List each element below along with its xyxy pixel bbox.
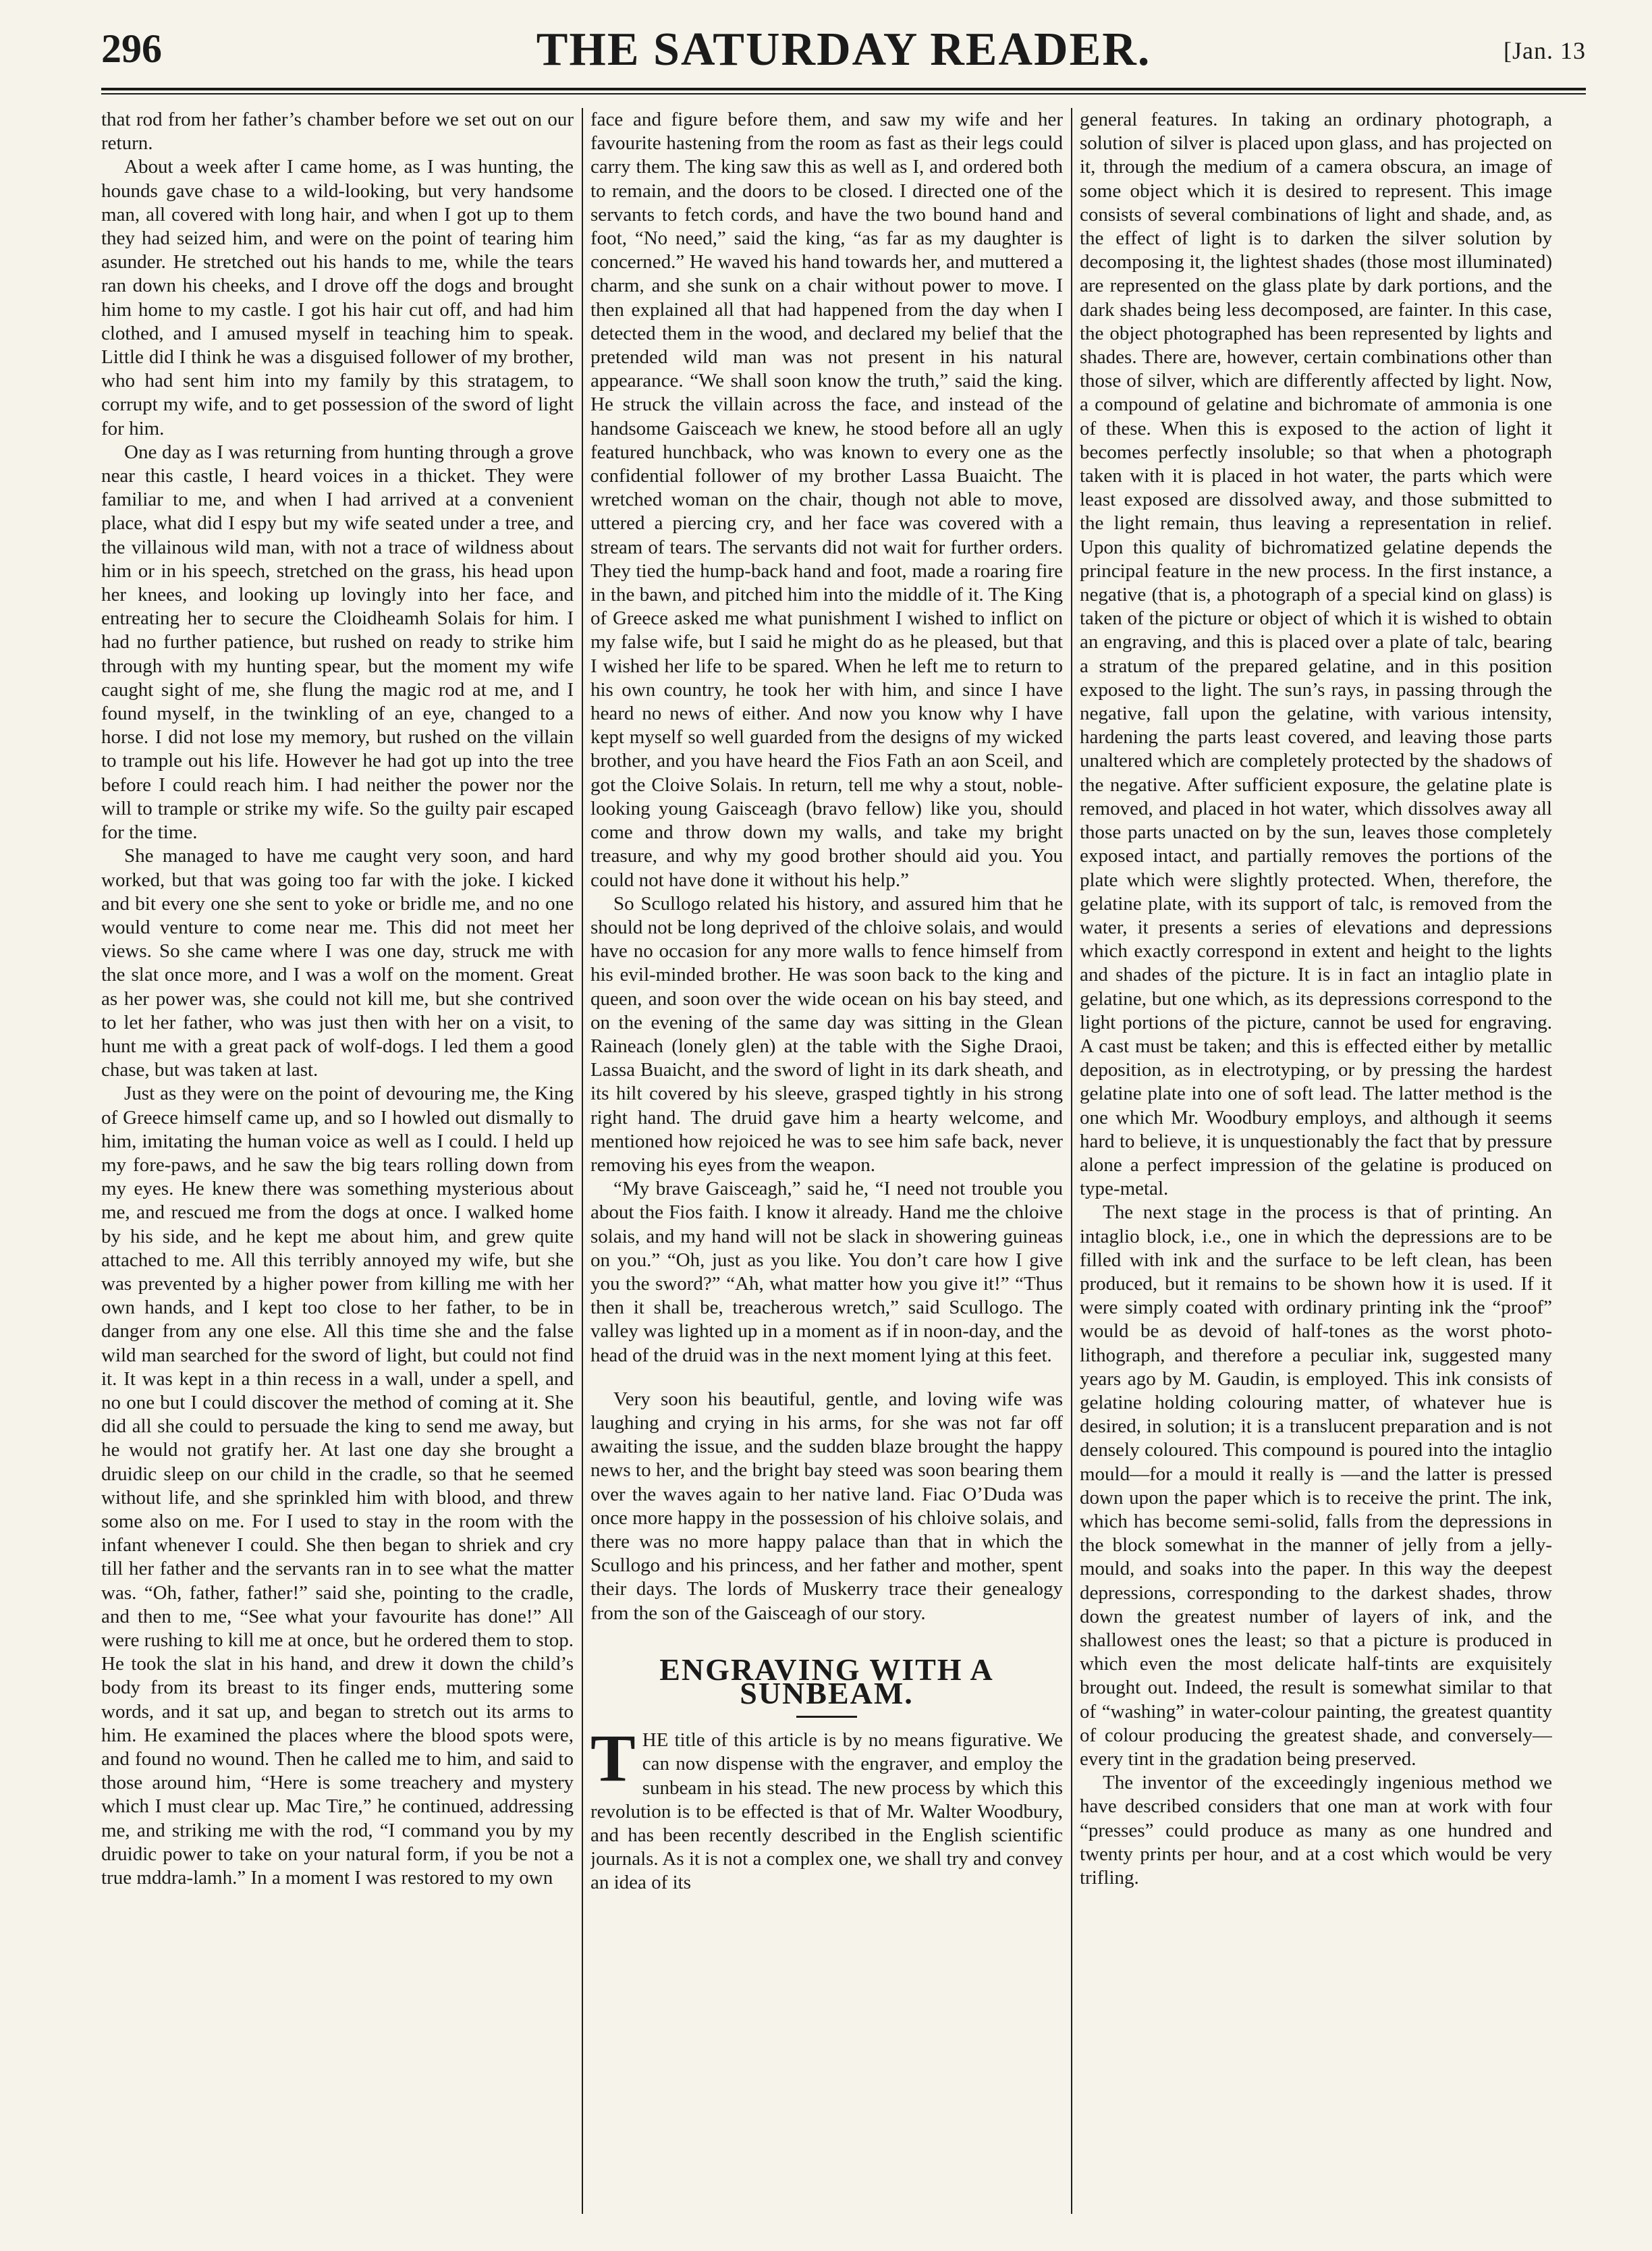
paragraph: About a week after I came home, as I was hunting, the hounds gave chase to a wild-looking, but very handsome man, all covered with long hair, and when I got up to them they had seized him, and were on the point of tearing him asunder. He stretched out his hands to me, while the tears ran down his cheeks, and I drove off the dogs and brought him home to my castle. I got his hair cut off, and had him clothed, and I amused myself in teaching him to speak. Little did I think he was a disguised follower of my brother, who had sent him into my family by this stratagem, to corrupt my wife, and to get possession of the sword of light for him. bbox=[101, 156, 574, 439]
column-3 bbox=[1080, 108, 1552, 2214]
column-2 bbox=[590, 108, 1063, 2214]
article-intro bbox=[590, 1720, 1063, 1895]
masthead bbox=[101, 20, 1586, 81]
paragraph: One day as I was returning from hunting through a grove near this castle, I heard voices in a thicket. They were familiar to me, and when I had arrived at a convenient place, what did I espy but my wife seated under a tree, and the villainous wild man, with not a trace of wildness about him or in his speech, stretched on the grass, his head upon her knees, and looking up lovingly into her face, and entreating her to secure the Cloidheamh Solais for him. I had no further patience, but rushed on ready to strike him through with my hunting spear, but the moment my wife caught sight of me, she flung the magic rod at me, and I found myself, in the twinkling of an eye, changed to a horse. I did not lose my memory, but rushed on the villain to trample out his life. However he had got up into the tree before I could reach him. I had neither the power nor the will to trample or strike my wife. So the guilty pair escaped for the time. bbox=[101, 441, 574, 844]
paragraph: “My brave Gaisceagh,” said he, “I need not trouble you about the Fios faith. I know it already. Hand me the chloive solais, and my hand will not be slack in showering guineas on you.” “Oh, just as you like. You don’t care how I give you the sword?” “Ah, what matter how you give it!” “Thus then it shall be, treacherous wretch,” said Scullogo. The valley was lighted up in a moment as if in noon-day, and the head of the druid was in the next moment lying at this feet. bbox=[590, 1178, 1063, 1366]
header-rule bbox=[101, 88, 1586, 90]
paragraph: So Scullogo related his history, and assured him that he should not be long deprived of the chloive solais, and would have no occasion for any more walls to fence himself from his evil-minded brother. He was soon back to the king and queen, and soon over the wide ocean on his bay steed, and on the evening of the same day was sitting in the Glean Raineach (lonely glen) at the table with the Sighe Draoi, Lassa Buaicht, and the sword of light in its dark sheath, and its hilt covered by his sleeve, grasped tightly in his strong right hand. The druid gave him a hearty welcome, and mentioned how rejoiced he was to see him safe back, never removing his eyes from the weapon. bbox=[590, 892, 1063, 1176]
column-divider bbox=[1071, 108, 1072, 2214]
paragraph: The next stage in the process is that of printing. An intaglio block, i.e., one in which the depressions are to be filled with ink and the surface to be left clean, has been produced, but it remains to be shown how it is used. If it were simply coated with ordinary printing ink the “proof” would be as devoid of half-tones as the worst photo-lithograph, and therefore a peculiar ink, suggested many years ago by M. Gaudin, is employed. This ink consists of gelatine holding colouring matter, of whatever hue is desired, in solution; it is a translucent preparation and is not densely coloured. This compound is poured into the intaglio mould—for a mould it really is —and the latter is pressed down upon the paper which is to receive the print. The ink, which has become semi-solid, falls from the depressions in the block somewhat in the manner of jelly from a jelly-mould, and soaks into the paper. In this way the deepest depressions, corresponding to the darkest shades, throw down the greatest number of layers of ink, and the shallowest ones the least; so that a picture is produced in which even the most delicate half-tints are exquisitely brought out. Indeed, the result is somewhat similar to that of “washing” in water-colour painting, the greatest quantity of colour producing the greatest shade, and conversely—every tint in the gradation being preserved. bbox=[1080, 1201, 1552, 1770]
paragraph: The inventor of the exceedingly ingenious method we have described considers that one man at work with four “presses” could produce as many as one hundred and twenty prints per hour, and at a cost which would be very trifling. bbox=[1080, 1772, 1552, 1889]
heading-rule bbox=[796, 1716, 857, 1718]
page-number: 296 bbox=[101, 26, 162, 71]
paragraph: She managed to have me caught very soon, and hard worked, but that was going too far with the joke. I kicked and bit every one she sent to yoke or bridle me, and no one would venture to come near me. This did not meet her views. So she came where I was one day, struck me with the slat once more, and I was a wolf on the moment. Great as her power was, she could not kill me, but she contrived to let her father, who was just then with her on a visit, to hunt me with a great pack of wolf-dogs. I led them a good chase, but was taken at last. bbox=[101, 845, 574, 1081]
paragraph: that rod from her father’s chamber before we set out on our return. bbox=[101, 109, 574, 155]
publication-title: THE SATURDAY READER. bbox=[536, 24, 1151, 76]
column-1 bbox=[101, 108, 574, 2214]
paragraph: Very soon his beautiful, gentle, and loving wife was laughing and crying in his arms, for she was not far off awaiting the issue, and the sudden blaze brought the happy news to her, and the bright bay steed was soon bearing them over the waves again to her native land. Fiac O’Duda was once more happy in the possession of his chloive solais, and there was no more happy palace than that in which the Scullogo and his princess, and her father and mother, spent their days. The lords of Muskerry trace their genealogy from the son of the Gaisceagh of our story. bbox=[590, 1388, 1063, 1624]
column-divider bbox=[582, 108, 583, 2214]
paragraph: Just as they were on the point of devouring me, the King of Greece himself came up, and so I howled out dismally to him, imitating the human voice as well as I could. I held up my fore-paws, and he saw the big tears rolling down from my eyes. He knew there was something mysterious about me, and rescued me from the dogs at once. I walked home by his side, and he kept me about him, and grew quite attached to me. All this terribly annoyed my wife, but she was prevented by a higher power from killing me with her own hands, and I kept too close to her father, to be in danger from any one else. All this time she and the false wild man searched for the sword of light, but could not find it. It was kept in a thin recess in a wall, under a spell, and no one but I could discover the method of coming at it. She did all she could to persuade the king to send me away, but he would not gratify her. At last one day she brought a druidic sleep on our child in the cradle, so that he seemed without life, and she sprinkled him with blood, and threw some also on me. For I used to stay in the room with the infant whenever I could. She then began to shriek and cry till her father and the servants ran in to see what the matter was. “Oh, father, father!” said she, pointing to the cradle, and then to me, “See what your favourite has done!” All were rushing to kill me at once, but he ordered them to stop. He took the slat in his hand, and drew it down the child’s body from its breast to its finger ends, muttering some words, and it sat up, and began to stretch out its arms to him. He examined the places where the blood spots were, and found no wound. Then he called me to him, and said to those around him, “Here is some treachery and mystery which I must clear up. Mac Tire,” he continued, addressing me, and striking me with the rod, “I command you by my druidic power to take on your natural form, if you be not a true mddra-lamh.” In a moment I was restored to my own bbox=[101, 1083, 574, 1889]
article-heading: ENGRAVING WITH A SUNBEAM. bbox=[659, 1652, 994, 1710]
paragraph: face and figure before them, and saw my wife and her favourite hastening from the room as fast as their legs could carry them. The king saw this as well as I, and ordered both to remain, and the doors to be closed. I directed one of the servants to fetch cords, and have the two bound hand and foot, “No need,” said the king, “as far as my daughter is concerned.” He waved his hand towards her, and muttered a charm, and she sunk on a chair without power to move. I then explained all that had happened from the day when I detected them in the wood, and declared my belief that the pretended wild man was not present in his natural appearance. “We shall soon know the truth,” said the king. He struck the villain across the face, and instead of the handsome Gaisceach we knew, he stood before all an ugly featured hunchback, who was known to every one as the confidential follower of my brother Lassa Buaicht. The wretched woman on the chair, though not able to move, uttered a piercing cry, and her face was covered with a stream of tears. The servants did not wait for further orders. They tied the hump-back hand and foot, made a roaring fire in the bawn, and pitched him into the middle of it. The King of Greece asked me what punishment I wished to inflict on my false wife, but I said he might do as he pleased, but that I wished her life to be spared. When he left me to return to his own country, he took her with him, and since I have heard no news of either. And now you know why I have kept myself so well guarded from the designs of my wicked brother, and you have heard the Fios Fath an aon Sceil, and got the Cloive Solais. In return, tell me why a stout, noble-looking young Gaisceagh (bravo fellow) like you, should come and throw down my walls, and take my bright treasure, and why my good brother should aid you. You could not have done it without his help.” bbox=[590, 109, 1063, 891]
paragraph: general features. In taking an ordinary photograph, a solution of silver is placed upon glass, and has projected on it, through the medium of a camera obscura, an image of some object which it is desired to represent. This image consists of several combinations of light and shade, and, as the effect of light is to darken the silver solution by decomposing it, the lightest shades (those most illuminated) are represented on the glass plate by dark portions, and the dark shades being less decomposed, are fainter. In this case, the object photographed has been represented by lights and shades. There are, however, certain combinations other than those of silver, which are differently affected by light. Now, a compound of gelatine and bichromate of ammonia is one of these. When this is exposed to the action of light it becomes perfectly insoluble; so that when a photograph taken with it is placed in hot water, the parts which were least exposed are dissolved away, and those submitted to the light remain, thus leaving a representation in relief. Upon this quality of bichromatized gelatine depends the principal feature in the new process. In the first instance, a negative (that is, a photograph of a special kind on glass) is taken of the picture or object of which it is wished to obtain an engraving, and this is placed over a plate of talc, bearing a stratum of the prepared gelatine, and in this position exposed to the light. The sun’s rays, in passing through the negative, fall upon the gelatine, with various intensity, hardening the parts least covered, and leaving those parts unaltered which are completely protected by the shadows of the negative. After sufficient exposure, the gelatine plate is removed, and placed in hot water, which dissolves away all those parts unacted on by the sun, leaves those completely exposed intact, and partially removes the portions of the plate which were slightly protected. When, therefore, the gelatine plate, with its support of talc, is removed from the water, it presents a series of elevations and depressions which exactly correspond in extent and height to the lights and shades of the picture. It is in fact an intaglio plate in gelatine, but one which, as its depressions correspond to the light portions of the picture, cannot be used for engraving. A cast must be taken; and this is effected either by metallic deposition, as in electrotyping, or by pressing the hardest gelatine plate into one of soft lead. The latter method is the one which Mr. Woodbury employs, and although it seems hard to believe, it is unquestionably the fact that by pressure alone a perfect impression of the gelatine is produced on type-metal. bbox=[1080, 109, 1552, 1200]
article-intro-text: HE title of this article is by no means figurative. We can now dispense with the engraver, and employ the sunbeam in his stead. The new process by which this revolution is to be effected is that of Mr. Walter Woodbury, and has been recently described in the English scientific journals. As it is not a complex one, we shall try and convey an idea of its bbox=[590, 1729, 1063, 1894]
issue-date: [Jan. 13 bbox=[1504, 37, 1586, 64]
drop-cap: T bbox=[590, 1720, 636, 1796]
header-rule-thin bbox=[101, 93, 1586, 94]
